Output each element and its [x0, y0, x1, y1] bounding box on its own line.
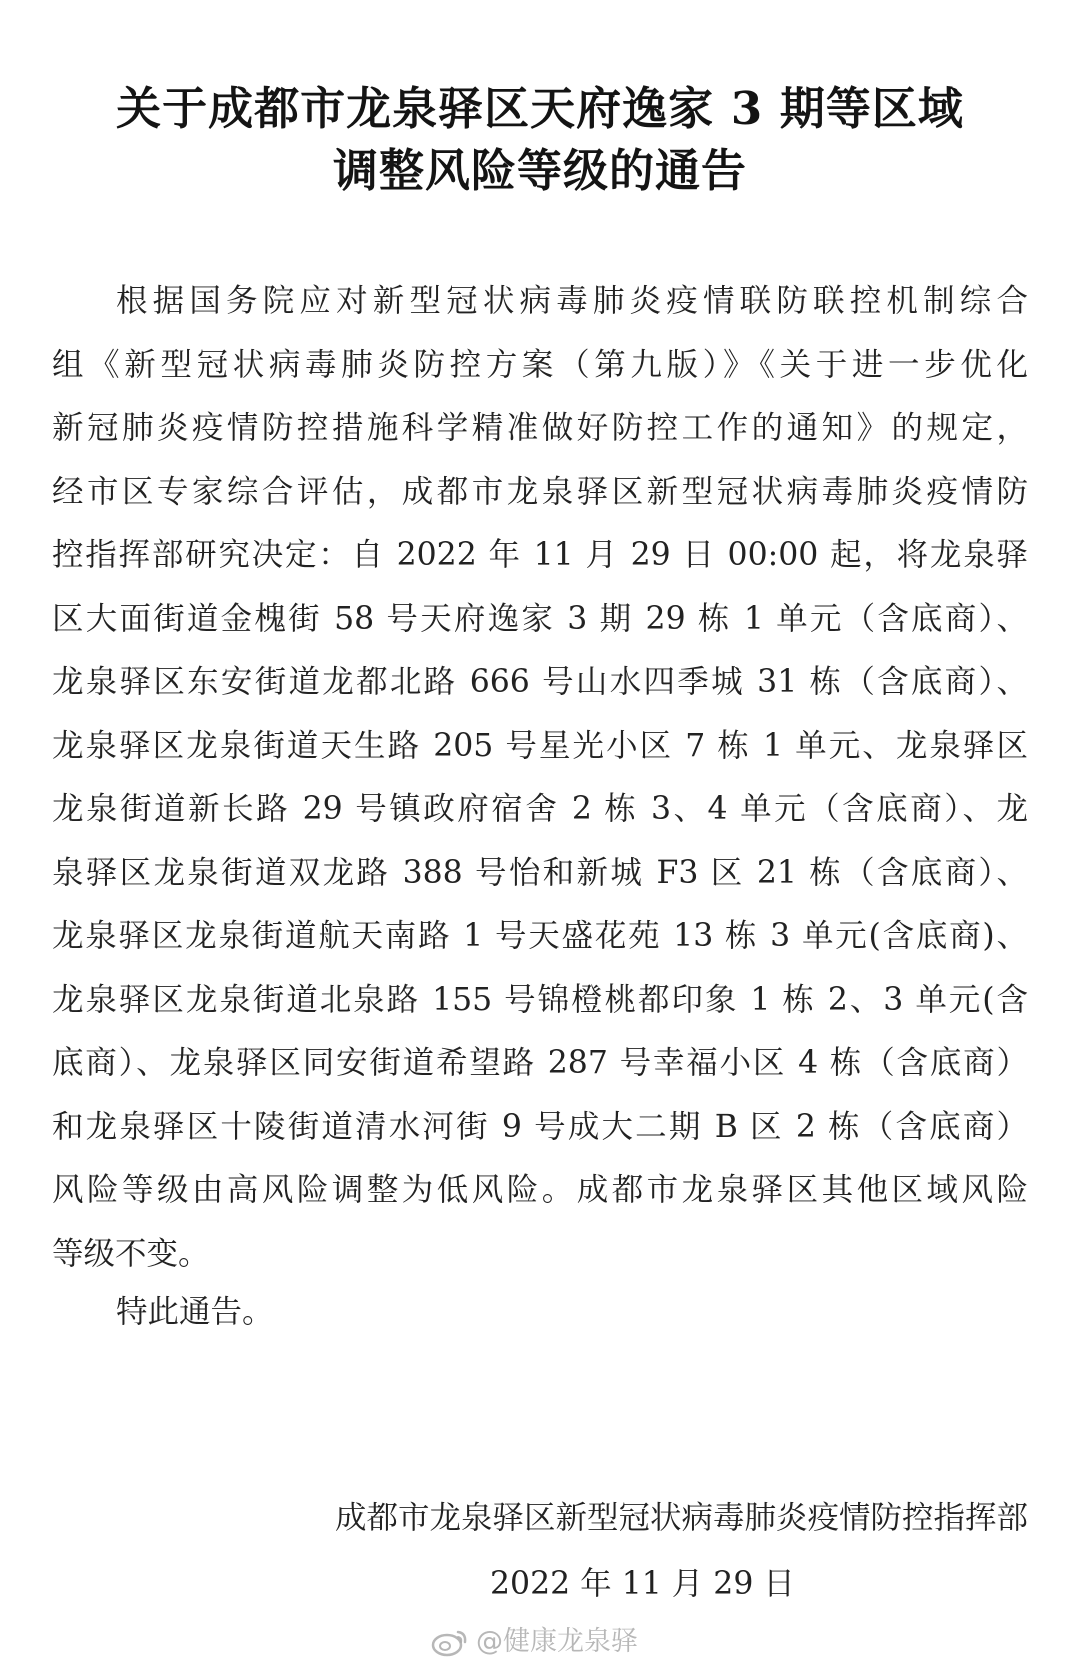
watermark-text: @健康龙泉驿 [476, 1626, 638, 1657]
body-line: 区大面街道金槐街 58 号天府逸家 3 期 29 栋 1 单元（含底商）、 [52, 600, 1028, 637]
closing-text: 特此通告。 [116, 1294, 274, 1330]
weibo-watermark [430, 1625, 638, 1659]
body-line: 底商）、龙泉驿区同安街道希望路 287 号幸福小区 4 栋（含底商） [52, 1045, 1028, 1081]
body-line: 龙泉驿区东安街道龙都北路 666 号山水四季城 31 栋（含底商）、 [52, 664, 1028, 700]
body-line: 根据国务院应对新型冠状病毒肺炎疫情联防联控机制综合 [116, 283, 1028, 319]
body-line: 等级不变。 [52, 1235, 210, 1272]
body-line: 龙泉街道新长路 29 号镇政府宿舍 2 栋 3、4 单元（含底商）、龙 [52, 791, 1028, 827]
notice-title [60, 78, 1020, 202]
body-line: 龙泉驿区龙泉街道北泉路 155 号锦橙桃都印象 1 栋 2、3 单元(含 [52, 981, 1028, 1018]
body-line: 龙泉驿区龙泉街道天生路 205 号星光小区 7 栋 1 单元、龙泉驿区 [52, 727, 1028, 764]
issue-date: 2022 年 11 月 29 日 [490, 1566, 795, 1602]
body-line: 经市区专家综合评估，成都市龙泉驿区新型冠状病毒肺炎疫情防 [52, 473, 1028, 510]
body-line: 泉驿区龙泉街道双龙路 388 号怡和新城 F3 区 21 栋（含底商）、 [52, 854, 1028, 891]
title-line-1: 关于成都市龙泉驿区天府逸家 3 期等区域 [116, 82, 964, 135]
body-line: 和龙泉驿区十陵街道清水河街 9 号成大二期 B 区 2 栋（含底商） [52, 1108, 1028, 1145]
body-line: 组《新型冠状病毒肺炎防控方案（第九版）》《关于进一步优化 [52, 346, 1028, 383]
issuer-signature: 成都市龙泉驿区新型冠状病毒肺炎疫情防控指挥部 [334, 1500, 1028, 1536]
title-line-2: 调整风险等级的通告 [332, 144, 747, 197]
body-line: 风险等级由高风险调整为低风险。成都市龙泉驿区其他区域风险 [52, 1172, 1028, 1208]
body-line: 控指挥部研究决定：自 2022 年 11 月 29 日 00:00 起，将龙泉驿 [52, 537, 1028, 573]
body-line: 新冠肺炎疫情防控措施科学精准做好防控工作的通知》的规定， [52, 410, 1028, 446]
body-line: 龙泉驿区龙泉街道航天南路 1 号天盛花苑 13 栋 3 单元(含底商)、 [52, 918, 1028, 954]
notice-body [52, 270, 1028, 1286]
weibo-icon [430, 1626, 470, 1658]
